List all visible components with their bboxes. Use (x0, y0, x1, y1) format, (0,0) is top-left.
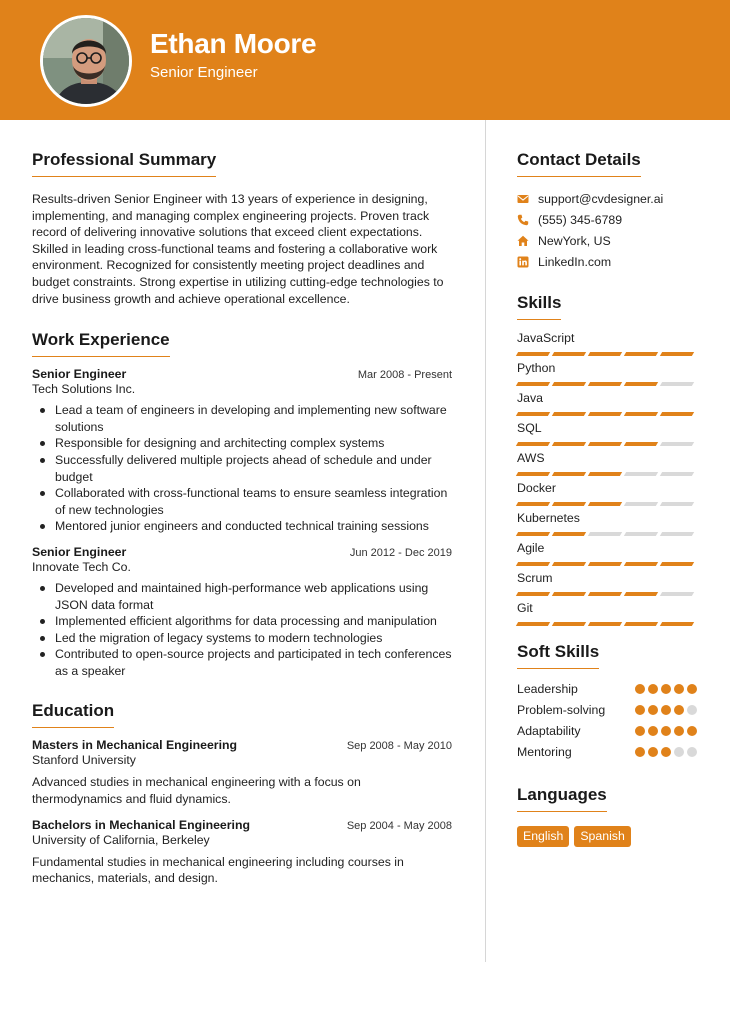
list-item: Led the migration of legacy systems to modern technologies (32, 630, 452, 647)
soft-skills-list (517, 678, 697, 762)
experience-section (32, 330, 452, 679)
education-entry (32, 738, 452, 807)
degree-name: Bachelors in Mechanical Engineering (32, 817, 250, 832)
list-item: Mentored junior engineers and conducted technical training sessions (32, 518, 452, 535)
rating-dot (674, 705, 684, 715)
skill-level-segment (552, 532, 586, 536)
rating-dot (674, 747, 684, 757)
skill-level-segment (624, 382, 658, 386)
home-icon (517, 235, 529, 247)
skills-heading: Skills (517, 293, 561, 320)
candidate-title: Senior Engineer (150, 64, 258, 81)
skill-level-bar (517, 352, 697, 356)
school-name: Stanford University (32, 753, 136, 768)
skill-level-segment (516, 532, 550, 536)
skill-level-segment (660, 412, 694, 416)
skill-level-segment (552, 382, 586, 386)
skill-level-segment (516, 382, 550, 386)
skill-row (517, 480, 697, 510)
rating-dot (661, 726, 671, 736)
degree-name: Masters in Mechanical Engineering (32, 738, 238, 753)
soft-skill-name: Leadership (517, 681, 578, 696)
skill-level-segment (660, 352, 694, 356)
skill-level-segment (588, 382, 622, 386)
skill-level-bar (517, 622, 697, 626)
skill-row (517, 390, 697, 420)
skill-level-bar (517, 382, 697, 386)
school-name: University of California, Berkeley (32, 832, 210, 847)
skill-level-segment (660, 562, 694, 566)
soft-skill-row (517, 720, 697, 741)
skill-level-bar (517, 592, 697, 596)
skill-row (517, 510, 697, 540)
skill-name: AWS (517, 451, 545, 465)
skill-level-bar (517, 442, 697, 446)
list-item: Developed and maintained high-performance web applications using JSON data format (32, 580, 452, 613)
skill-level-segment (624, 352, 658, 356)
rating-dot (661, 705, 671, 715)
rating-dot (661, 684, 671, 694)
list-item: Lead a team of engineers in developing and implementing new software solutions (32, 402, 452, 435)
skill-level-segment (552, 442, 586, 446)
skill-name: SQL (517, 421, 542, 435)
skill-level-segment (624, 442, 658, 446)
resume-header (0, 0, 730, 120)
skill-level-segment (588, 472, 622, 476)
skill-level-segment (588, 442, 622, 446)
contact-heading: Contact Details (517, 150, 641, 177)
summary-section (32, 150, 452, 307)
skill-name: Scrum (517, 571, 553, 585)
job-company: Tech Solutions Inc. (32, 382, 136, 397)
experience-heading: Work Experience (32, 330, 170, 357)
skill-level-segment (516, 472, 550, 476)
rating-dot (648, 705, 658, 715)
skill-level-segment (552, 352, 586, 356)
skill-row (517, 570, 697, 600)
list-item: Collaborated with cross-functional teams to ensure seamless integration of new technologies (32, 485, 452, 518)
skill-level-segment (624, 472, 658, 476)
skill-level-segment (588, 532, 622, 536)
job-role: Senior Engineer (32, 544, 127, 559)
job-entry (32, 545, 452, 680)
soft-skill-row (517, 699, 697, 720)
job-date: Mar 2008 - Present (357, 369, 452, 382)
skill-level-segment (624, 622, 658, 626)
skill-level-segment (516, 352, 550, 356)
soft-skill-row (517, 678, 697, 699)
languages-list (517, 826, 697, 847)
contact-location (517, 230, 697, 251)
envelope-icon (517, 193, 529, 205)
list-item: Successfully delivered multiple projects ahead of schedule and under budget (32, 452, 452, 485)
job-role: Senior Engineer (32, 367, 127, 382)
sidebar-column (517, 150, 697, 847)
skill-level-segment (660, 502, 694, 506)
summary-heading: Professional Summary (32, 150, 216, 177)
skill-level-segment (516, 622, 550, 626)
phone-text: (555) 345-6789 (538, 212, 623, 227)
contact-email[interactable] (517, 188, 697, 209)
skill-level-segment (624, 412, 658, 416)
skill-level-segment (552, 622, 586, 626)
skill-level-segment (552, 562, 586, 566)
languages-heading: Languages (517, 785, 607, 812)
job-date: Jun 2012 - Dec 2019 (349, 546, 452, 559)
rating-dot (648, 684, 658, 694)
skill-row (517, 540, 697, 570)
skill-level-segment (624, 532, 658, 536)
rating-dot (635, 684, 645, 694)
education-date: Sep 2008 - May 2010 (346, 740, 452, 753)
language-badge: English (517, 826, 569, 847)
skill-level-segment (588, 502, 622, 506)
rating-dot (674, 726, 684, 736)
rating-dot (648, 726, 658, 736)
skill-level-segment (588, 562, 622, 566)
rating-dot (635, 726, 645, 736)
skill-name: JavaScript (517, 331, 575, 345)
candidate-name: Ethan Moore (150, 28, 317, 59)
education-desc: Advanced studies in mechanical engineering with a focus on thermodynamics and fluid dynamics. (32, 775, 361, 807)
skills-list (517, 330, 697, 630)
list-item: Contributed to open-source projects and participated in tech conferences as a speaker (32, 646, 452, 679)
job-bullets (32, 402, 452, 535)
contact-phone[interactable] (517, 209, 697, 230)
skill-level-bar (517, 472, 697, 476)
skill-name: Git (517, 601, 533, 615)
education-date: Sep 2004 - May 2008 (346, 819, 452, 832)
skill-level-segment (552, 472, 586, 476)
skill-level-segment (624, 502, 658, 506)
skill-row (517, 600, 697, 630)
list-item: Responsible for designing and architecting complex systems (32, 435, 452, 452)
education-entry (32, 818, 452, 887)
skill-level-segment (660, 592, 694, 596)
education-heading: Education (32, 701, 114, 728)
skill-level-bar (517, 412, 697, 416)
soft-skill-rating (635, 684, 697, 694)
skill-name: Docker (517, 481, 556, 495)
rating-dot (687, 684, 697, 694)
skill-level-segment (588, 352, 622, 356)
linkedin-icon (517, 256, 529, 268)
skill-name: Python (517, 361, 556, 375)
skill-level-segment (660, 532, 694, 536)
languages-section (517, 785, 697, 847)
skill-row (517, 330, 697, 360)
profile-photo-icon (43, 18, 132, 107)
skill-level-segment (588, 622, 622, 626)
job-bullets (32, 580, 452, 680)
rating-dot (648, 747, 658, 757)
skill-level-segment (660, 442, 694, 446)
skill-level-segment (660, 472, 694, 476)
skill-name: Java (517, 391, 543, 405)
skills-section (517, 293, 697, 630)
soft-skill-row (517, 741, 697, 762)
main-column (32, 150, 452, 887)
rating-dot (687, 705, 697, 715)
soft-skill-rating (635, 705, 697, 715)
rating-dot (635, 747, 645, 757)
soft-skills-section (517, 642, 697, 762)
job-company: Innovate Tech Co. (32, 559, 131, 574)
rating-dot (687, 726, 697, 736)
skill-level-segment (516, 502, 550, 506)
skill-level-segment (624, 562, 658, 566)
email-text: support@cvdesigner.ai (538, 191, 664, 206)
skill-level-segment (516, 412, 550, 416)
education-desc: Fundamental studies in mechanical engineering including courses in mechanics, materials, and design. (32, 854, 404, 886)
skill-level-segment (588, 412, 622, 416)
language-badge: Spanish (574, 826, 630, 847)
column-divider (485, 120, 486, 962)
skill-row (517, 360, 697, 390)
soft-skill-name: Adaptability (517, 723, 581, 738)
skill-level-segment (624, 592, 658, 596)
skill-level-segment (552, 502, 586, 506)
soft-skill-rating (635, 747, 697, 757)
skill-level-segment (660, 382, 694, 386)
skill-level-segment (516, 442, 550, 446)
skill-row (517, 420, 697, 450)
skill-level-segment (516, 562, 550, 566)
summary-text: Results-driven Senior Engineer with 13 years of experience in designing, implementing, and managing complex engineering projects. Proven track record of delivering innovative solutions that exceed client expectations. Skilled in leading cross-functional teams and fostering a collaborative work environment. Recognized for consistently meeting project deadlines and budget constraints. Strong expertise in utilizing cutting-edge technologies to drive business growth and achieve operational excellence. (32, 192, 444, 306)
skill-level-bar (517, 562, 697, 566)
job-entry (32, 367, 452, 535)
location-text: NewYork, US (538, 233, 611, 248)
rating-dot (674, 684, 684, 694)
skill-level-bar (517, 532, 697, 536)
skill-name: Kubernetes (517, 511, 580, 525)
skill-name: Agile (517, 541, 545, 555)
phone-icon (517, 214, 529, 226)
soft-skills-heading: Soft Skills (517, 642, 599, 669)
rating-dot (687, 747, 697, 757)
skill-level-bar (517, 502, 697, 506)
rating-dot (661, 747, 671, 757)
soft-skill-name: Problem-solving (517, 702, 606, 717)
rating-dot (635, 705, 645, 715)
skill-level-segment (588, 592, 622, 596)
avatar (40, 15, 132, 107)
soft-skill-rating (635, 726, 697, 736)
linkedin-text: LinkedIn.com (538, 254, 612, 269)
skill-level-segment (552, 592, 586, 596)
list-item: Implemented efficient algorithms for data processing and manipulation (32, 613, 452, 630)
skill-level-segment (516, 592, 550, 596)
skill-level-segment (552, 412, 586, 416)
skill-row (517, 450, 697, 480)
contact-section (517, 150, 697, 272)
soft-skill-name: Mentoring (517, 744, 572, 759)
contact-linkedin[interactable] (517, 251, 697, 272)
skill-level-segment (660, 622, 694, 626)
education-section (32, 701, 452, 886)
